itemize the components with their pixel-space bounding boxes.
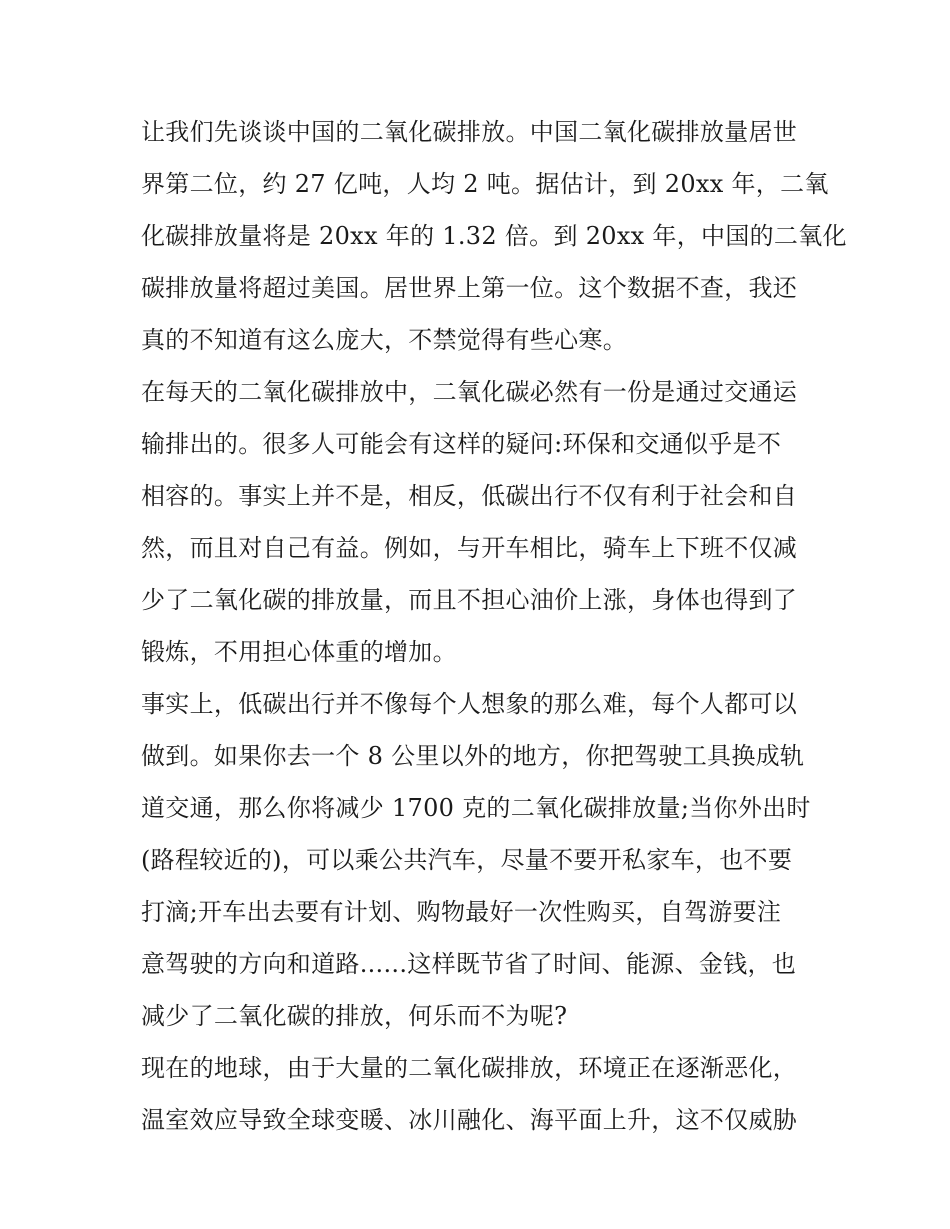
text-line: 化碳排放量将是 20xx 年的 1.32 倍。到 20xx 年，中国的二氧化 — [141, 222, 847, 250]
document-body — [141, 106, 847, 1146]
text-line: 碳排放量将超过美国。居世界上第一位。这个数据不查，我还 — [141, 274, 798, 302]
text-line: 减少了二氧化碳的排放，何乐而不为呢? — [141, 1002, 568, 1030]
text-line: 做到。如果你去一个 8 公里以外的地方，你把驾驶工具换成轨 — [141, 742, 805, 770]
text-line: 界第二位，约 27 亿吨，人均 2 吨。据估计，到 20xx 年，二氧 — [141, 170, 829, 198]
paragraph-2 — [141, 366, 817, 678]
text-line: 真的不知道有这么庞大，不禁觉得有些心寒。 — [141, 326, 627, 354]
text-line: 温室效应导致全球变暖、冰川融化、海平面上升，这不仅威胁 — [141, 1106, 798, 1134]
text-line: 意驾驶的方向和道路......这样既节省了时间、能源、金钱，也 — [141, 950, 797, 978]
text-line: 让我们先谈谈中国的二氧化碳排放。中国二氧化碳排放量居世 — [141, 118, 798, 146]
paragraph-4 — [141, 1042, 817, 1146]
text-line: 事实上，低碳出行并不像每个人想象的那么难，每个人都可以 — [141, 690, 798, 718]
text-line: 在每天的二氧化碳排放中，二氧化碳必然有一份是通过交通运 — [141, 378, 798, 406]
text-line: 少了二氧化碳的排放量，而且不担心油价上涨，身体也得到了 — [141, 586, 798, 614]
paragraph-1 — [141, 106, 847, 366]
text-line: 道交通，那么你将减少 1700 克的二氧化碳排放量;当你外出时 — [141, 794, 811, 822]
text-line: 现在的地球，由于大量的二氧化碳排放，环境正在逐渐恶化， — [141, 1054, 798, 1082]
text-line: 打滴;开车出去要有计划、购物最好一次性购买，自驾游要注 — [141, 898, 782, 926]
text-line: 相容的。事实上并不是，相反，低碳出行不仅有利于社会和自 — [141, 482, 798, 510]
paragraph-3 — [141, 678, 817, 1042]
text-line: 锻炼，不用担心体重的增加。 — [141, 638, 457, 666]
text-line: (路程较近的)，可以乘公共汽车，尽量不要开私家车，也不要 — [141, 846, 793, 874]
text-line: 输排出的。很多人可能会有这样的疑问:环保和交通似乎是不 — [141, 430, 782, 458]
text-line: 然，而且对自己有益。例如，与开车相比，骑车上下班不仅减 — [141, 534, 798, 562]
